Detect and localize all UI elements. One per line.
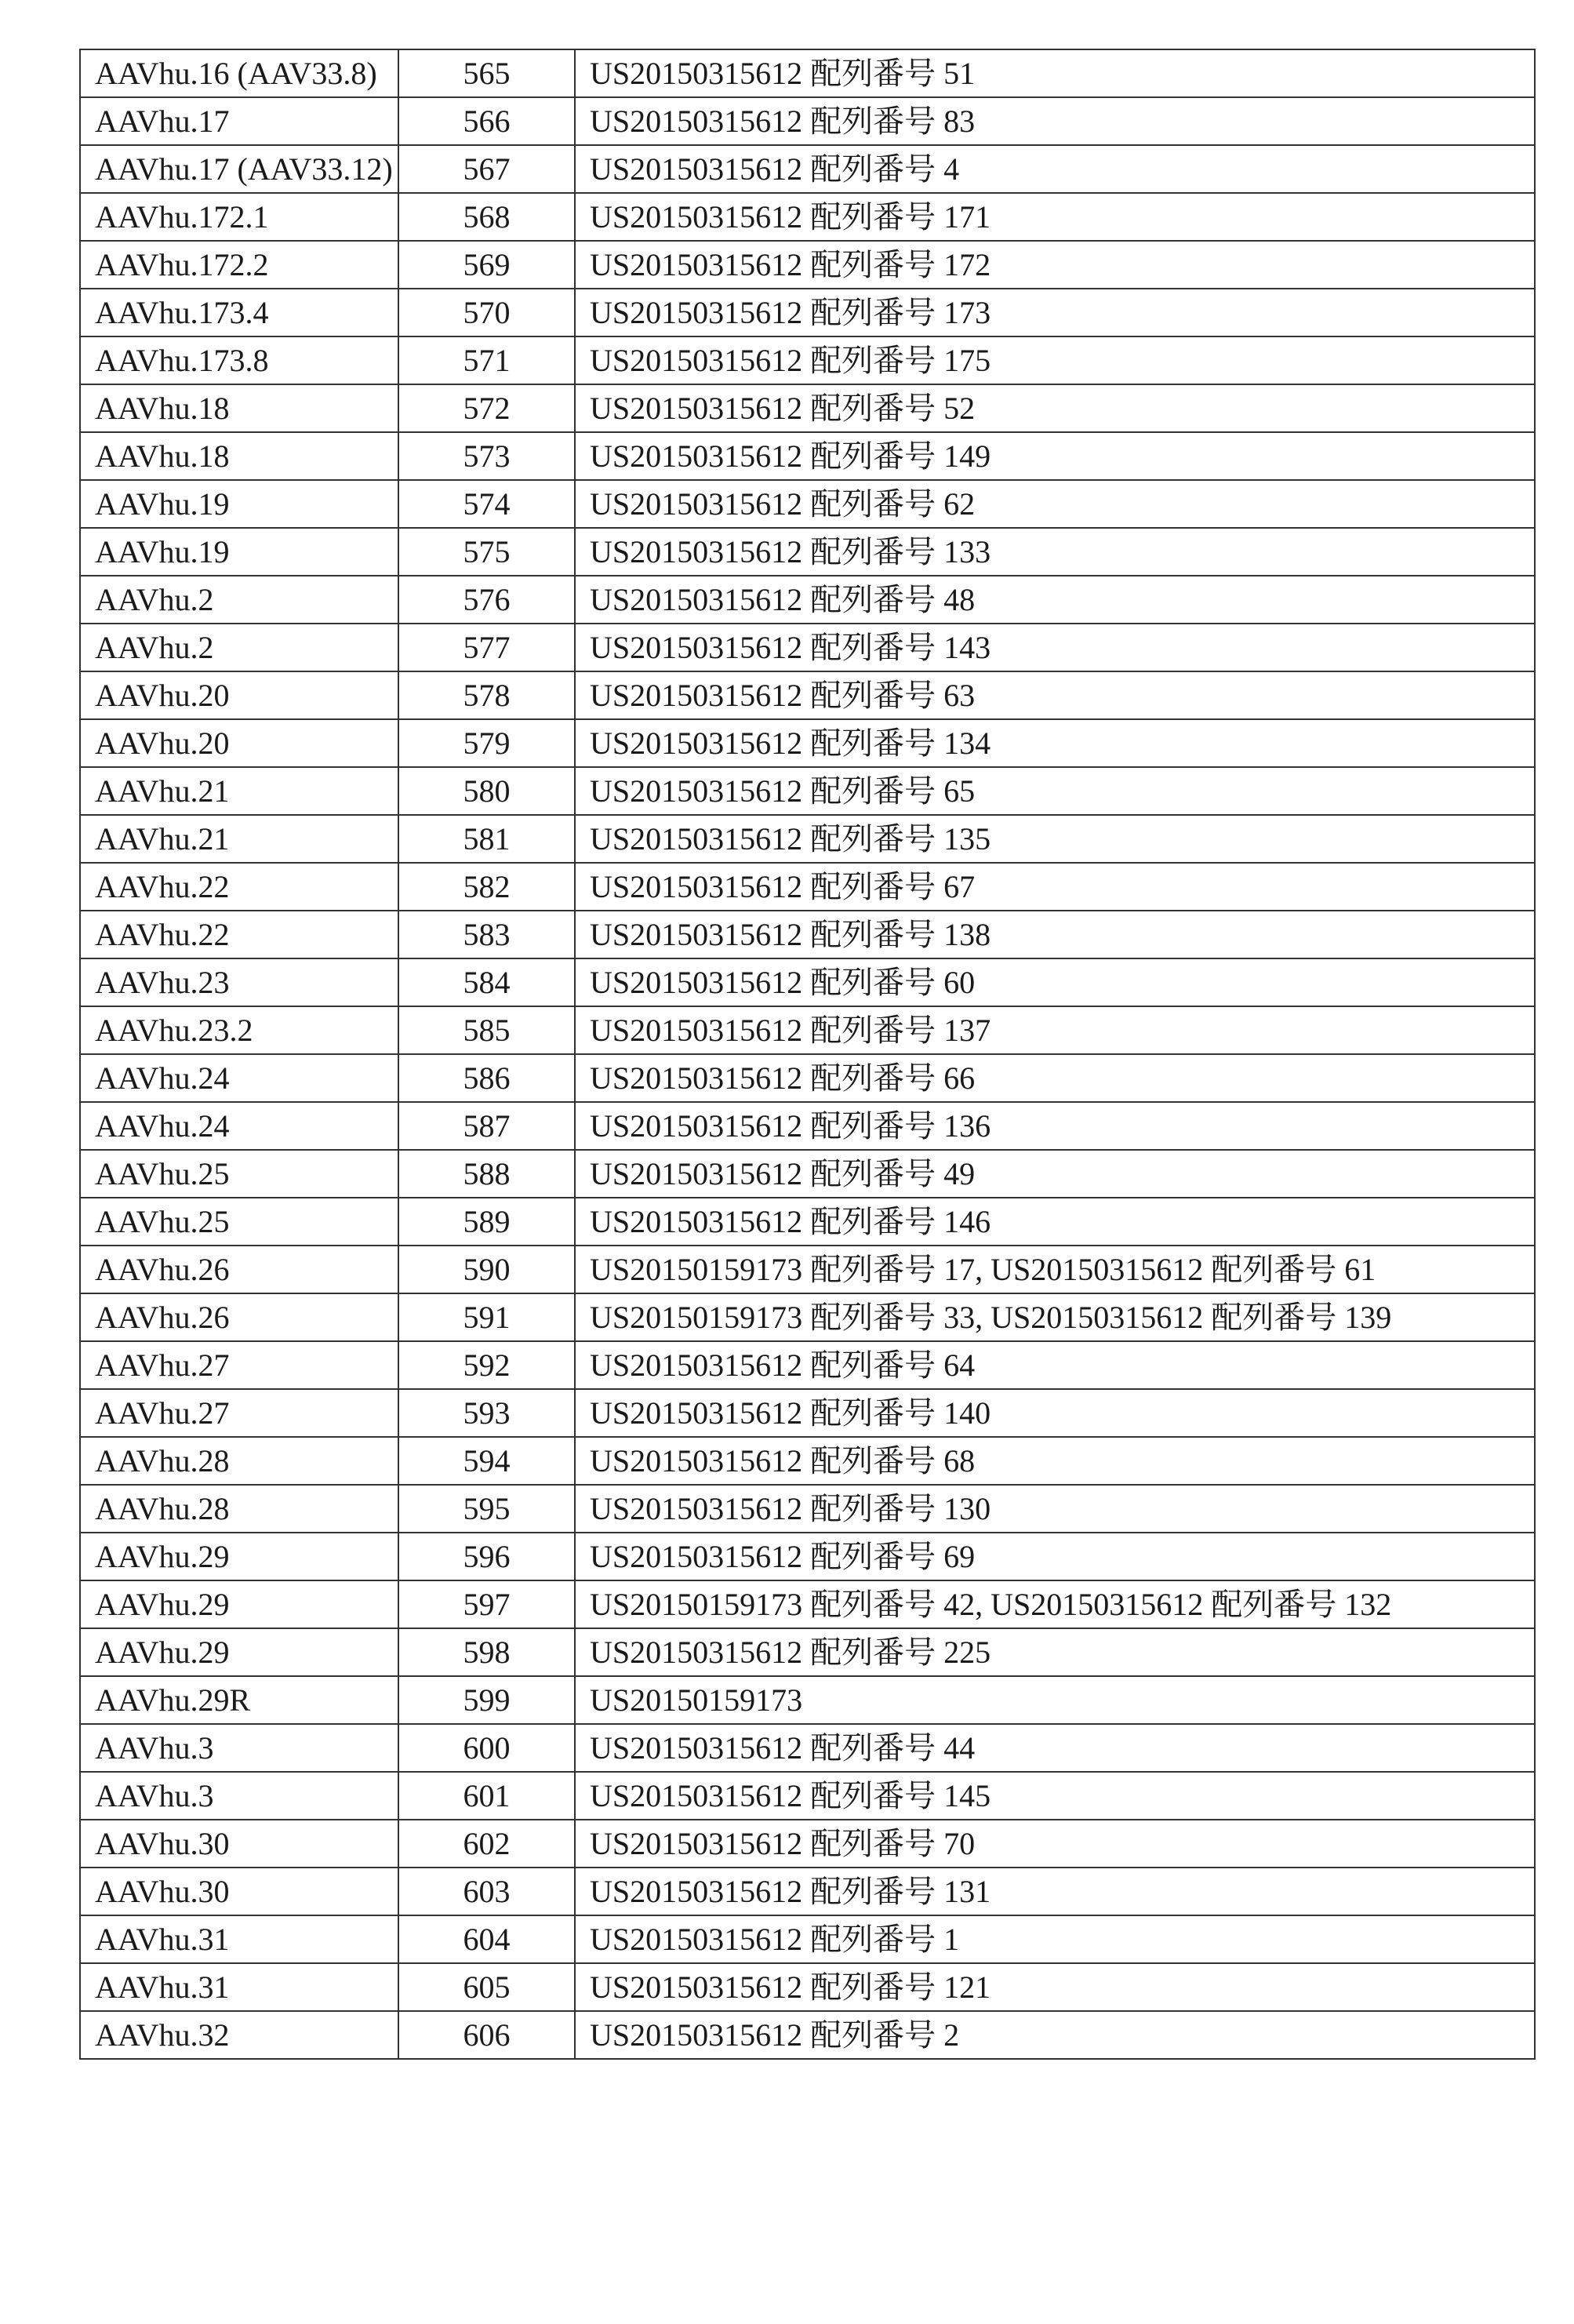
source-cell: US20150159173 配列番号 42, US20150315612 配列番号 132 xyxy=(575,1580,1535,1628)
table-row xyxy=(80,193,1535,241)
serotype-cell: AAVhu.29 xyxy=(80,1628,398,1676)
serotype-cell: AAVhu.25 xyxy=(80,1198,398,1246)
source-cell: US20150315612 配列番号 149 xyxy=(575,432,1535,480)
serotype-cell: AAVhu.3 xyxy=(80,1772,398,1820)
table-body xyxy=(80,49,1535,2059)
table-row xyxy=(80,1102,1535,1150)
serotype-cell: AAVhu.30 xyxy=(80,1820,398,1868)
source-cell: US20150315612 配列番号 64 xyxy=(575,1341,1535,1389)
table-row xyxy=(80,1437,1535,1485)
serotype-cell: AAVhu.22 xyxy=(80,863,398,911)
seq-id-cell: 593 xyxy=(398,1389,575,1437)
table-row xyxy=(80,97,1535,145)
seq-id-cell: 584 xyxy=(398,958,575,1006)
serotype-cell: AAVhu.27 xyxy=(80,1389,398,1437)
source-cell: US20150315612 配列番号 62 xyxy=(575,480,1535,528)
seq-id-cell: 568 xyxy=(398,193,575,241)
table-row xyxy=(80,336,1535,384)
table-row xyxy=(80,1198,1535,1246)
table-row xyxy=(80,1724,1535,1772)
table-row xyxy=(80,767,1535,815)
table-row xyxy=(80,1341,1535,1389)
table-row xyxy=(80,528,1535,576)
seq-id-cell: 565 xyxy=(398,49,575,97)
seq-id-cell: 582 xyxy=(398,863,575,911)
seq-id-cell: 594 xyxy=(398,1437,575,1485)
seq-id-cell: 578 xyxy=(398,671,575,719)
seq-id-cell: 599 xyxy=(398,1676,575,1724)
table-row xyxy=(80,1820,1535,1868)
serotype-cell: AAVhu.17 (AAV33.12) xyxy=(80,145,398,193)
serotype-cell: AAVhu.29R xyxy=(80,1676,398,1724)
table-row xyxy=(80,1293,1535,1341)
table-row xyxy=(80,671,1535,719)
table-row xyxy=(80,49,1535,97)
table-row xyxy=(80,1868,1535,1915)
serotype-cell: AAVhu.18 xyxy=(80,432,398,480)
serotype-cell: AAVhu.29 xyxy=(80,1533,398,1580)
source-cell: US20150315612 配列番号 83 xyxy=(575,97,1535,145)
source-cell: US20150315612 配列番号 146 xyxy=(575,1198,1535,1246)
table-row xyxy=(80,1676,1535,1724)
source-cell: US20150315612 配列番号 48 xyxy=(575,576,1535,624)
table-row xyxy=(80,480,1535,528)
seq-id-cell: 591 xyxy=(398,1293,575,1341)
table-row xyxy=(80,1150,1535,1198)
source-cell: US20150315612 配列番号 131 xyxy=(575,1868,1535,1915)
table-row xyxy=(80,863,1535,911)
source-cell: US20150315612 配列番号 65 xyxy=(575,767,1535,815)
seq-id-cell: 580 xyxy=(398,767,575,815)
table-row xyxy=(80,624,1535,671)
serotype-cell: AAVhu.20 xyxy=(80,671,398,719)
table-row xyxy=(80,241,1535,289)
serotype-cell: AAVhu.28 xyxy=(80,1437,398,1485)
source-cell: US20150315612 配列番号 140 xyxy=(575,1389,1535,1437)
serotype-cell: AAVhu.19 xyxy=(80,480,398,528)
seq-id-cell: 574 xyxy=(398,480,575,528)
serotype-cell: AAVhu.30 xyxy=(80,1868,398,1915)
seq-id-cell: 575 xyxy=(398,528,575,576)
source-cell: US20150315612 配列番号 51 xyxy=(575,49,1535,97)
serotype-cell: AAVhu.31 xyxy=(80,1915,398,1963)
source-cell: US20150315612 配列番号 49 xyxy=(575,1150,1535,1198)
table-row xyxy=(80,1915,1535,1963)
source-cell: US20150315612 配列番号 63 xyxy=(575,671,1535,719)
table-row xyxy=(80,145,1535,193)
table-row xyxy=(80,2011,1535,2059)
seq-id-cell: 604 xyxy=(398,1915,575,1963)
serotype-cell: AAVhu.25 xyxy=(80,1150,398,1198)
serotype-cell: AAVhu.31 xyxy=(80,1963,398,2011)
seq-id-cell: 569 xyxy=(398,241,575,289)
source-cell: US20150315612 配列番号 173 xyxy=(575,289,1535,336)
table-row xyxy=(80,384,1535,432)
source-cell: US20150315612 配列番号 145 xyxy=(575,1772,1535,1820)
source-cell: US20150315612 配列番号 171 xyxy=(575,193,1535,241)
source-cell: US20150315612 配列番号 69 xyxy=(575,1533,1535,1580)
source-cell: US20150315612 配列番号 66 xyxy=(575,1054,1535,1102)
table-row xyxy=(80,1246,1535,1293)
source-cell: US20150315612 配列番号 225 xyxy=(575,1628,1535,1676)
serotype-cell: AAVhu.23.2 xyxy=(80,1006,398,1054)
table-row xyxy=(80,911,1535,958)
serotype-cell: AAVhu.24 xyxy=(80,1054,398,1102)
seq-id-cell: 592 xyxy=(398,1341,575,1389)
serotype-cell: AAVhu.26 xyxy=(80,1293,398,1341)
source-cell: US20150315612 配列番号 52 xyxy=(575,384,1535,432)
table-row xyxy=(80,432,1535,480)
source-cell: US20150315612 配列番号 130 xyxy=(575,1485,1535,1533)
source-cell: US20150315612 配列番号 2 xyxy=(575,2011,1535,2059)
serotype-cell: AAVhu.172.2 xyxy=(80,241,398,289)
serotype-cell: AAVhu.24 xyxy=(80,1102,398,1150)
seq-id-cell: 588 xyxy=(398,1150,575,1198)
seq-id-cell: 587 xyxy=(398,1102,575,1150)
table-row xyxy=(80,1963,1535,2011)
source-cell: US20150159173 配列番号 33, US20150315612 配列番号 139 xyxy=(575,1293,1535,1341)
seq-id-cell: 572 xyxy=(398,384,575,432)
seq-id-cell: 579 xyxy=(398,719,575,767)
serotype-cell: AAVhu.23 xyxy=(80,958,398,1006)
source-cell: US20150315612 配列番号 68 xyxy=(575,1437,1535,1485)
serotype-cell: AAVhu.2 xyxy=(80,576,398,624)
seq-id-cell: 571 xyxy=(398,336,575,384)
serotype-cell: AAVhu.173.4 xyxy=(80,289,398,336)
serotype-cell: AAVhu.20 xyxy=(80,719,398,767)
table-row xyxy=(80,1533,1535,1580)
source-cell: US20150315612 配列番号 136 xyxy=(575,1102,1535,1150)
seq-id-cell: 601 xyxy=(398,1772,575,1820)
seq-id-cell: 590 xyxy=(398,1246,575,1293)
seq-id-cell: 603 xyxy=(398,1868,575,1915)
serotype-cell: AAVhu.16 (AAV33.8) xyxy=(80,49,398,97)
source-cell: US20150315612 配列番号 4 xyxy=(575,145,1535,193)
seq-id-cell: 586 xyxy=(398,1054,575,1102)
source-cell: US20150315612 配列番号 137 xyxy=(575,1006,1535,1054)
table-row xyxy=(80,815,1535,863)
serotype-cell: AAVhu.173.8 xyxy=(80,336,398,384)
source-cell: US20150315612 配列番号 143 xyxy=(575,624,1535,671)
source-cell: US20150159173 xyxy=(575,1676,1535,1724)
seq-id-cell: 577 xyxy=(398,624,575,671)
seq-id-cell: 596 xyxy=(398,1533,575,1580)
seq-id-cell: 573 xyxy=(398,432,575,480)
seq-id-cell: 598 xyxy=(398,1628,575,1676)
serotype-cell: AAVhu.29 xyxy=(80,1580,398,1628)
source-cell: US20150315612 配列番号 172 xyxy=(575,241,1535,289)
source-cell: US20150159173 配列番号 17, US20150315612 配列番号 61 xyxy=(575,1246,1535,1293)
table-row xyxy=(80,1628,1535,1676)
table-row xyxy=(80,719,1535,767)
serotype-cell: AAVhu.21 xyxy=(80,815,398,863)
table-row xyxy=(80,1580,1535,1628)
source-cell: US20150315612 配列番号 60 xyxy=(575,958,1535,1006)
table-row xyxy=(80,1389,1535,1437)
source-cell: US20150315612 配列番号 67 xyxy=(575,863,1535,911)
serotype-cell: AAVhu.17 xyxy=(80,97,398,145)
seq-id-cell: 600 xyxy=(398,1724,575,1772)
serotype-cell: AAVhu.3 xyxy=(80,1724,398,1772)
serotype-cell: AAVhu.32 xyxy=(80,2011,398,2059)
table-row xyxy=(80,1772,1535,1820)
seq-id-cell: 606 xyxy=(398,2011,575,2059)
source-cell: US20150315612 配列番号 175 xyxy=(575,336,1535,384)
source-cell: US20150315612 配列番号 44 xyxy=(575,1724,1535,1772)
seq-id-cell: 585 xyxy=(398,1006,575,1054)
source-cell: US20150315612 配列番号 138 xyxy=(575,911,1535,958)
table-row xyxy=(80,1054,1535,1102)
seq-id-cell: 602 xyxy=(398,1820,575,1868)
source-cell: US20150315612 配列番号 70 xyxy=(575,1820,1535,1868)
source-cell: US20150315612 配列番号 135 xyxy=(575,815,1535,863)
seq-id-cell: 567 xyxy=(398,145,575,193)
table-row xyxy=(80,958,1535,1006)
seq-id-cell: 576 xyxy=(398,576,575,624)
serotype-cell: AAVhu.172.1 xyxy=(80,193,398,241)
seq-id-cell: 589 xyxy=(398,1198,575,1246)
seq-id-cell: 566 xyxy=(398,97,575,145)
seq-id-cell: 605 xyxy=(398,1963,575,2011)
serotype-cell: AAVhu.22 xyxy=(80,911,398,958)
source-cell: US20150315612 配列番号 134 xyxy=(575,719,1535,767)
serotype-cell: AAVhu.28 xyxy=(80,1485,398,1533)
serotype-cell: AAVhu.19 xyxy=(80,528,398,576)
seq-id-cell: 597 xyxy=(398,1580,575,1628)
table-row xyxy=(80,1485,1535,1533)
table-row xyxy=(80,289,1535,336)
source-cell: US20150315612 配列番号 121 xyxy=(575,1963,1535,2011)
serotype-cell: AAVhu.2 xyxy=(80,624,398,671)
table-row xyxy=(80,1006,1535,1054)
serotype-cell: AAVhu.27 xyxy=(80,1341,398,1389)
source-cell: US20150315612 配列番号 1 xyxy=(575,1915,1535,1963)
serotype-cell: AAVhu.26 xyxy=(80,1246,398,1293)
serotype-cell: AAVhu.18 xyxy=(80,384,398,432)
seq-id-cell: 581 xyxy=(398,815,575,863)
seq-id-cell: 595 xyxy=(398,1485,575,1533)
sequence-table xyxy=(79,49,1536,2060)
table-row xyxy=(80,576,1535,624)
source-cell: US20150315612 配列番号 133 xyxy=(575,528,1535,576)
seq-id-cell: 583 xyxy=(398,911,575,958)
serotype-cell: AAVhu.21 xyxy=(80,767,398,815)
seq-id-cell: 570 xyxy=(398,289,575,336)
